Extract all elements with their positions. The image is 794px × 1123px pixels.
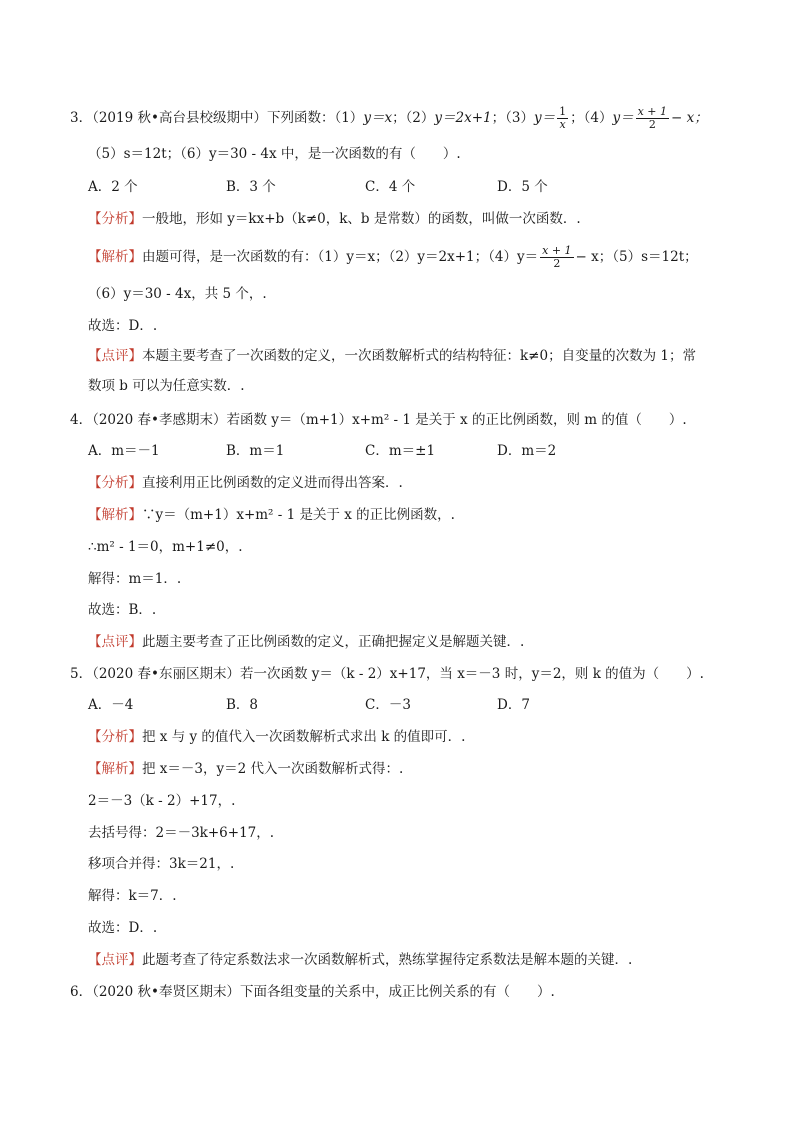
q3-analysis-text: 一般地，形如 y＝kx+b（k≠0，k、b 是常数）的函数，叫做一次函数．. xyxy=(142,211,581,227)
q4-analysis xyxy=(88,473,403,493)
q3-func-3-numerator: 1 xyxy=(559,105,567,118)
q3-func-4-denominator: 2 xyxy=(648,118,656,131)
q6-number: 6． xyxy=(70,984,93,1000)
q5-option-c[interactable]: C．－3 xyxy=(365,697,411,713)
analysis-tag: 【分析】 xyxy=(88,211,142,227)
q4-number: 4． xyxy=(70,412,93,428)
q4-analysis-text: 直接利用正比例函数的定义进而得出答案．. xyxy=(142,475,403,491)
q4-answer: 故选：B．. xyxy=(88,602,157,618)
q3-comment xyxy=(88,346,696,366)
q5-answer: 故选：D．. xyxy=(88,920,158,936)
q3-func-1: y＝x xyxy=(363,110,393,126)
q3-solution-2: （6）y＝30 - 4x，共 5 个，. xyxy=(88,286,267,302)
q4-source: （2020 春•孝感期末） xyxy=(92,412,227,428)
q3-sep-1: ；（2） xyxy=(392,110,435,126)
q3-answer: 故选：D．. xyxy=(88,318,158,334)
q5-analysis xyxy=(88,727,465,747)
q3-solution-text-b: − x；（5）s＝12t； xyxy=(575,249,698,265)
q5-stem-line xyxy=(70,664,704,684)
q4-option-c[interactable]: C．m＝±1 xyxy=(365,443,436,459)
q3-option-d[interactable]: D．5 个 xyxy=(497,179,548,195)
q4-stem-text: 若函数 y＝（m+1）x+m² - 1 是关于 x 的正比例函数，则 m 的值（ ）. xyxy=(226,412,687,428)
q3-func-3-lhs: y＝ xyxy=(533,110,556,126)
q5-step-2: 去括号得：2＝－3k+6+17，. xyxy=(88,825,275,841)
q3-solution-fraction xyxy=(540,245,573,270)
q4-option-a[interactable]: A．m＝－1 xyxy=(88,443,160,459)
q5-option-d[interactable]: D．7 xyxy=(497,697,530,713)
q5-step-4: 解得：k＝7．. xyxy=(88,888,177,904)
q3-func-4-numerator: x + 1 xyxy=(637,105,668,118)
q3-option-c[interactable]: C．4 个 xyxy=(365,179,416,195)
q5-comment xyxy=(88,950,632,970)
solution-tag: 【解析】 xyxy=(88,249,142,265)
q3-solution-denominator: 2 xyxy=(553,257,561,270)
q3-option-a[interactable]: A．2 个 xyxy=(88,179,138,195)
q3-func-2: y＝2x+1 xyxy=(434,110,492,126)
q3-func-3-fraction xyxy=(557,106,568,131)
q3-source: （2019 秋•高台县校级期中） xyxy=(92,110,267,126)
q3-stem-line xyxy=(70,106,708,131)
q5-analysis-text: 把 x 与 y 的值代入一次函数解析式求出 k 的值即可．. xyxy=(142,729,466,745)
q3-solution-text-a: 由题可得，是一次函数的有：（1）y＝x；（2）y＝2x+1；（4）y＝ xyxy=(142,249,539,265)
q3-analysis xyxy=(88,209,581,229)
q5-option-b[interactable]: B．8 xyxy=(226,697,259,713)
q5-comment-text: 此题考查了待定系数法求一次函数解析式，熟练掌握待定系数法是解本题的关键．. xyxy=(142,952,633,968)
q3-sep-3: ；（4） xyxy=(570,110,613,126)
analysis-tag: 【分析】 xyxy=(88,475,142,491)
q4-step-1: ∴m² - 1＝0，m+1≠0，. xyxy=(88,539,243,555)
q5-step-3: 移项合并得：3k＝21，. xyxy=(88,856,235,872)
q5-step-1: 2＝－3（k - 2）+17，. xyxy=(88,793,236,809)
q4-solution xyxy=(88,505,455,525)
q5-solution-text: 把 x＝－3，y＝2 代入一次函数解析式得：. xyxy=(142,761,404,777)
q5-number: 5． xyxy=(70,666,93,682)
q4-comment-text: 此题主要考查了正比例函数的定义，正确把握定义是解题关键．. xyxy=(142,634,525,650)
q3-solution xyxy=(88,245,698,270)
q5-option-a[interactable]: A．－4 xyxy=(88,697,134,713)
q4-stem-line xyxy=(70,410,687,430)
q3-solution-numerator: x + 1 xyxy=(542,244,572,257)
q6-stem-text: 下面各组变量的关系中，成正比例关系的有（ ）. xyxy=(239,984,555,1000)
q6-source: （2020 秋•奉贤区期末） xyxy=(92,984,240,1000)
q4-option-b[interactable]: B．m＝1 xyxy=(226,443,285,459)
q5-source: （2020 春•东丽区期末） xyxy=(92,666,240,682)
q3-comment-text: 本题主要考查了一次函数的定义，一次函数解析式的结构特征：k≠0；自变量的次数为 1；常 xyxy=(142,348,696,364)
q6-stem-line xyxy=(70,982,555,1002)
comment-tag: 【点评】 xyxy=(88,634,142,650)
analysis-tag: 【分析】 xyxy=(88,729,142,745)
q4-solution-text: ∵y＝（m+1）x+m² - 1 是关于 x 的正比例函数，. xyxy=(142,507,455,523)
q4-comment xyxy=(88,632,524,652)
q3-option-b[interactable]: B．3 个 xyxy=(226,179,276,195)
q3-sep-2: ；（3） xyxy=(491,110,534,126)
q3-func-4-lhs: y＝ xyxy=(612,110,634,126)
solution-tag: 【解析】 xyxy=(88,507,142,523)
q3-number: 3． xyxy=(70,110,93,126)
q5-solution xyxy=(88,759,403,779)
q3-func-4-rest: − x； xyxy=(671,110,708,126)
q5-stem-text: 若一次函数 y＝（k - 2）x+17，当 x＝－3 时，y＝2，则 k 的值为（ ）. xyxy=(239,666,704,682)
q3-comment-2: 数项 b 可以为任意实数．. xyxy=(88,378,245,394)
solution-tag: 【解析】 xyxy=(88,761,142,777)
q4-option-d[interactable]: D．m＝2 xyxy=(497,443,557,459)
q3-func-3-denominator: x xyxy=(559,118,566,131)
q3-stem-line-2: （5）s＝12t；（6）y＝30 - 4x 中，是一次函数的有（ ）. xyxy=(88,146,461,162)
comment-tag: 【点评】 xyxy=(88,348,142,364)
comment-tag: 【点评】 xyxy=(88,952,142,968)
q3-func-4-fraction xyxy=(636,106,669,131)
q4-step-2: 解得：m＝1．. xyxy=(88,571,182,587)
q3-stem-text: 下列函数：（1） xyxy=(266,110,364,126)
